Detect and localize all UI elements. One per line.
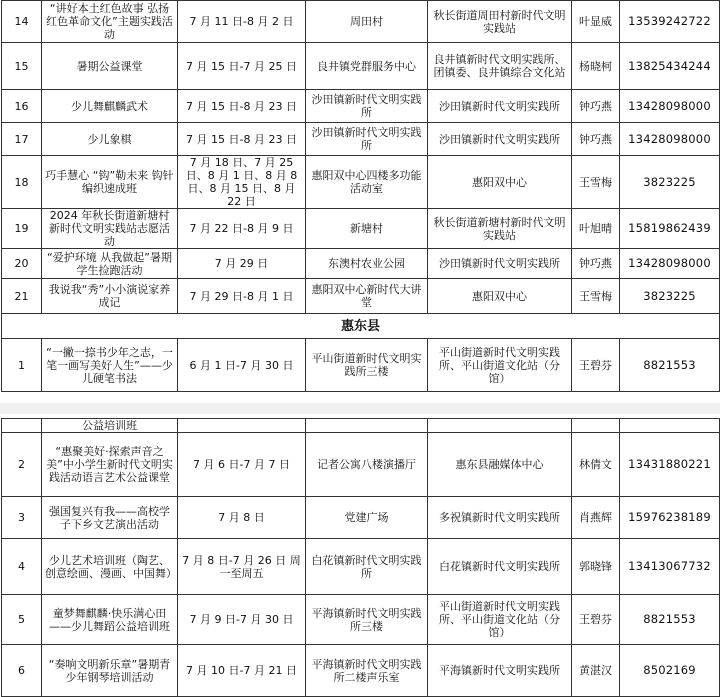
contact-phone: 15819862439 (620, 209, 720, 249)
activity-date: 6 月 1 日-7 月 30 日 (178, 339, 306, 392)
organizer: 惠阳双中心 (428, 279, 572, 314)
activity-table-upper (1, 0, 720, 392)
table-row (2, 419, 720, 433)
activity-place: 沙田镇新时代文明实践所 (306, 90, 428, 123)
activity-date (178, 419, 306, 433)
contact-person: 钟巧燕 (572, 90, 620, 123)
contact-person: 郭晓锋 (572, 539, 620, 595)
contact-phone: 13413067732 (620, 539, 720, 595)
table-row (2, 249, 720, 279)
activity-date: 7 月 8 日 (178, 497, 306, 539)
row-number: 4 (2, 539, 42, 595)
contact-phone: 8821553 (620, 339, 720, 392)
contact-phone: 13428098000 (620, 90, 720, 123)
table-row (2, 433, 720, 497)
activity-place: 东澳村农业公园 (306, 249, 428, 279)
row-number: 1 (2, 339, 42, 392)
contact-person: 钟巧燕 (572, 249, 620, 279)
activity-date: 7 月 10 日-7 月 21 日 (178, 645, 306, 697)
activity-place: 新塘村 (306, 209, 428, 249)
organizer: 沙田镇新时代文明实践所 (428, 90, 572, 123)
activity-place: 惠阳双中心四楼多功能活动室 (306, 156, 428, 209)
row-number: 18 (2, 156, 42, 209)
row-number: 21 (2, 279, 42, 314)
activity-date: 7 月 6 日-7 月 7 日 (178, 433, 306, 497)
activity-place: 良井镇党群服务中心 (306, 43, 428, 90)
contact-person: 钟巧燕 (572, 123, 620, 156)
contact-person: 肖燕辉 (572, 497, 620, 539)
activity-name: “讲好本土红色故事 弘扬红色革命文化”主题实践活动 (42, 1, 178, 43)
contact-person: 杨晓柯 (572, 43, 620, 90)
contact-person: 王雪梅 (572, 279, 620, 314)
organizer: 惠东县融媒体中心 (428, 433, 572, 497)
activity-place (306, 419, 428, 433)
row-number: 16 (2, 90, 42, 123)
activity-name: 强国复兴有我——高校学子下乡文艺演出活动 (42, 497, 178, 539)
table-row (2, 156, 720, 209)
contact-person: 王雪梅 (572, 156, 620, 209)
activity-name: 巧手慧心 “钩”勒未来 钩针编织速成班 (42, 156, 178, 209)
contact-phone: 3823225 (620, 156, 720, 209)
table-row (2, 123, 720, 156)
row-number: 3 (2, 497, 42, 539)
row-number: 5 (2, 595, 42, 645)
organizer (428, 419, 572, 433)
row-number: 19 (2, 209, 42, 249)
row-number: 15 (2, 43, 42, 90)
activity-table-lower (1, 418, 720, 697)
table-row (2, 339, 720, 392)
row-number: 20 (2, 249, 42, 279)
activity-date: 7 月 22 日-8 月 9 日 (178, 209, 306, 249)
activity-name: 少儿象棋 (42, 123, 178, 156)
contact-person: 叶旭晴 (572, 209, 620, 249)
table-row (2, 1, 720, 43)
row-number (2, 419, 42, 433)
table-row (2, 539, 720, 595)
activity-name: 童梦舞麒麟·快乐满心田——少儿舞蹈公益培训班 (42, 595, 178, 645)
activity-name: 暑期公益课堂 (42, 43, 178, 90)
activity-name: 2024 年秋长街道新塘村新时代文明实践站志愿活动 (42, 209, 178, 249)
contact-phone: 3823225 (620, 279, 720, 314)
contact-person: 黄湛汉 (572, 645, 620, 697)
activity-place: 白花镇新时代文明实践所 (306, 539, 428, 595)
section-title: 惠东县 (2, 314, 720, 339)
activity-name: “爱护环境 从我做起”暑期学生捡跑活动 (42, 249, 178, 279)
contact-phone: 13825434244 (620, 43, 720, 90)
organizer: 沙田镇新时代文明实践所 (428, 123, 572, 156)
activity-date: 7 月 29 日-8 月 1 日 (178, 279, 306, 314)
contact-phone: 13431880221 (620, 433, 720, 497)
activity-place: 周田村 (306, 1, 428, 43)
contact-phone: 8821553 (620, 595, 720, 645)
organizer: 惠阳双中心 (428, 156, 572, 209)
activity-date: 7 月 8 日-7 月 26 日 周一至周五 (178, 539, 306, 595)
activity-date: 7 月 9 日-7 月 30 日 (178, 595, 306, 645)
contact-person: 王碧芬 (572, 339, 620, 392)
activity-name: 少儿舞麒麟武术 (42, 90, 178, 123)
activity-place: 平山街道新时代文明实践所三楼 (306, 339, 428, 392)
contact-person (572, 419, 620, 433)
activity-name: “一撇一捺书少年之志，一笔一画写美好人生”——少儿硬笔书法 (42, 339, 178, 392)
contact-person: 林倩文 (572, 433, 620, 497)
activity-place: 记者公寓八楼演播厅 (306, 433, 428, 497)
contact-person: 王碧芬 (572, 595, 620, 645)
organizer: 多祝镇新时代文明实践所 (428, 497, 572, 539)
activity-date: 7 月 11 日-8 月 2 日 (178, 1, 306, 43)
row-number: 17 (2, 123, 42, 156)
activity-name: 公益培训班 (42, 419, 178, 433)
activity-date: 7 月 15 日-7 月 25 日 (178, 43, 306, 90)
organizer: 良井镇新时代文明实践所、团镇委、良井镇综合文化站 (428, 43, 572, 90)
page-break-shade (0, 403, 720, 414)
organizer: 平山街道新时代文明实践所、平山街道文化站（分馆） (428, 339, 572, 392)
table-row (2, 497, 720, 539)
contact-phone: 13428098000 (620, 249, 720, 279)
row-number: 14 (2, 1, 42, 43)
activity-name: “奏响文明新乐章”暑期青少年钢琴培训活动 (42, 645, 178, 697)
table-row (2, 209, 720, 249)
activity-name: 少儿艺术培训班（陶艺、创意绘画、漫画、中国舞） (42, 539, 178, 595)
organizer: 白花镇新时代文明实践所 (428, 539, 572, 595)
activity-place: 沙田镇新时代文明实践所 (306, 123, 428, 156)
organizer: 平海镇新时代文明实践所 (428, 645, 572, 697)
table-row (2, 645, 720, 697)
section-row (2, 314, 720, 339)
contact-phone: 13539242722 (620, 1, 720, 43)
activity-place: 党建广场 (306, 497, 428, 539)
activity-place: 惠阳双中心新时代大讲堂 (306, 279, 428, 314)
organizer: 沙田镇新时代文明实践所 (428, 249, 572, 279)
activity-name: 我说我“秀”小小演说家养成记 (42, 279, 178, 314)
table-row (2, 279, 720, 314)
row-number: 6 (2, 645, 42, 697)
organizer: 平山街道新时代文明实践所、平山街道文化站（分馆） (428, 595, 572, 645)
table-row (2, 43, 720, 90)
table-row (2, 595, 720, 645)
contact-phone: 15976238189 (620, 497, 720, 539)
contact-phone (620, 419, 720, 433)
row-number: 2 (2, 433, 42, 497)
contact-person: 叶显威 (572, 1, 620, 43)
activity-date: 7 月 29 日 (178, 249, 306, 279)
activity-date: 7 月 15 日-8 月 23 日 (178, 90, 306, 123)
contact-phone: 8502169 (620, 645, 720, 697)
activity-place: 平海镇新时代文明实践所二楼声乐室 (306, 645, 428, 697)
organizer: 秋长街道周田村新时代文明实践站 (428, 1, 572, 43)
activity-place: 平海镇新时代文明实践所三楼 (306, 595, 428, 645)
contact-phone: 13428098000 (620, 123, 720, 156)
activity-date: 7 月 15 日-8 月 23 日 (178, 123, 306, 156)
organizer: 秋长街道新塘村新时代文明实践站 (428, 209, 572, 249)
activity-date: 7 月 18 日、7 月 25 日、8 月 1 日、8 月 8 日、8 月 15 日、8 月 22 日 (178, 156, 306, 209)
activity-name: “惠聚美好·探索声音之美”中小学生新时代文明实践活动语言艺术公益课堂 (42, 433, 178, 497)
table-row (2, 90, 720, 123)
